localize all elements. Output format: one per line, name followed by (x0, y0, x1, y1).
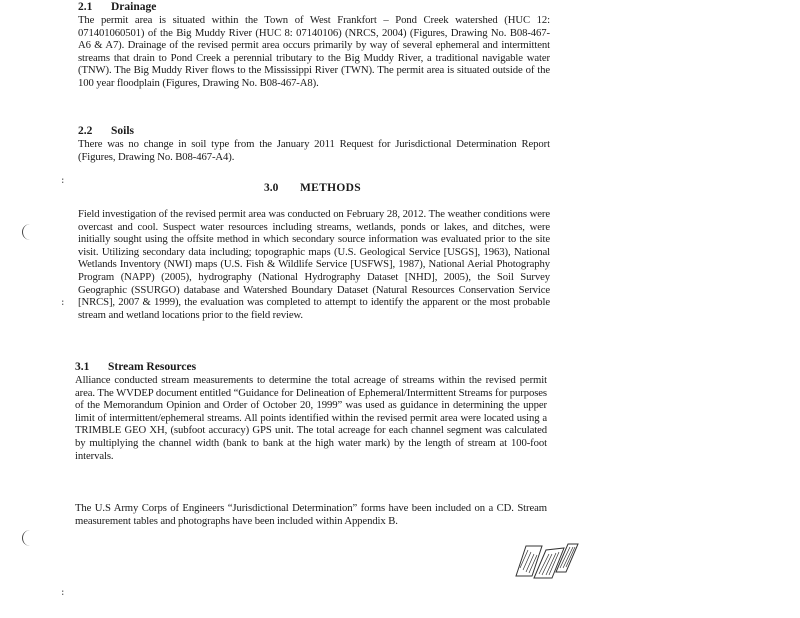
methods-title: METHODS (300, 182, 361, 194)
stream-section (75, 360, 547, 462)
stream-paragraph: Alliance conducted stream measurements to determine the total acreage of streams within the revised permit area. The WVDEP document entitled “Guidance for Delineation of Ephemeral/Intermittent Streams for purposes of the Memorandum Opinion and Order of October 20, 1999” was used as guidance in determining the upper limit of intermittent/ephemeral streams. All points identified within the revised permit area were located using a TRIMBLE GEO XH, (subfoot accuracy) GPS unit. The total acreage for each channel segment was calculated by multiplying the channel width (bank to bank at the high water mark) by the length of stream at 100-foot intervals. (75, 374, 547, 462)
closing-paragraph: The U.S Army Corps of Engineers “Jurisdictional Determination” forms have been included on a CD. Stream measurement tables and photographs have been included within Appendix B. (75, 502, 547, 527)
soils-number: 2.2 (78, 125, 93, 137)
closing-section (75, 502, 547, 527)
hole-punch-mark (22, 224, 31, 240)
stream-title: Stream Resources (108, 361, 197, 373)
drainage-section (78, 0, 550, 90)
soils-heading (78, 124, 550, 138)
margin-tick: : (60, 176, 66, 186)
stream-number: 3.1 (75, 361, 90, 373)
methods-number: 3.0 (264, 182, 279, 194)
drainage-paragraph: The permit area is situated within the Town of West Frankfort – Pond Creek watershed (HUC 12: 071401060501) of the Big Muddy River (HUC 8: 07140106) (NRCS, 2004) (Figures, Drawing No. B08-467-A6 & A7). Drainage of the revised permit area occurs primarily by way of several ephemeral and intermittent streams that drain to Pond Creek a perennial tributary to the Big Muddy River, a traditional navigable water (TNW). The Big Muddy River flows to the Mississippi River (TWN). The permit area is situated outside of the 100 year floodplain (Figures, Drawing No. B08-467-A8). (78, 14, 550, 89)
hole-punch-mark (22, 530, 31, 546)
margin-tick: : (60, 298, 66, 308)
methods-paragraph: Field investigation of the revised permit area was conducted on February 28, 2012. The weather conditions were overcast and cool. Suspect water resources including streams, wetlands, ponds or lakes, and ditches, were initially sought using the offsite method in which secondary source information was evaluated prior to the site visit. Utilizing secondary data including; topographic maps (U.S. Geological Service [USGS], 1963), National Wetlands Inventory (NWI) maps (U.S. Fish & Wildlife Service [USFWS], 1987), National Aerial Photography Program (NAPP) (2005), hydrography (National Hydrography Dataset [NHD], 2005), the Soil Survey Geographic (SSURGO) database and Watershed Boundary Dataset (Natural Resources Conservation Service [NRCS], 2007 & 1999), the evaluation was completed to attempt to identify the apparent or the most probable stream and wetland locations prior to the field review. (78, 208, 550, 321)
margin-tick: : (60, 588, 66, 598)
initials-stamp (512, 542, 580, 582)
soils-paragraph: There was no change in soil type from the January 2011 Request for Jurisdictional Determination Report (Figures, Drawing No. B08-467-A4). (78, 138, 550, 163)
drainage-title: Drainage (111, 1, 157, 13)
soils-section (78, 124, 550, 163)
methods-section (78, 208, 550, 321)
soils-title: Soils (111, 125, 135, 137)
drainage-number: 2.1 (78, 1, 93, 13)
drainage-heading (78, 0, 550, 14)
stream-heading (75, 360, 547, 374)
